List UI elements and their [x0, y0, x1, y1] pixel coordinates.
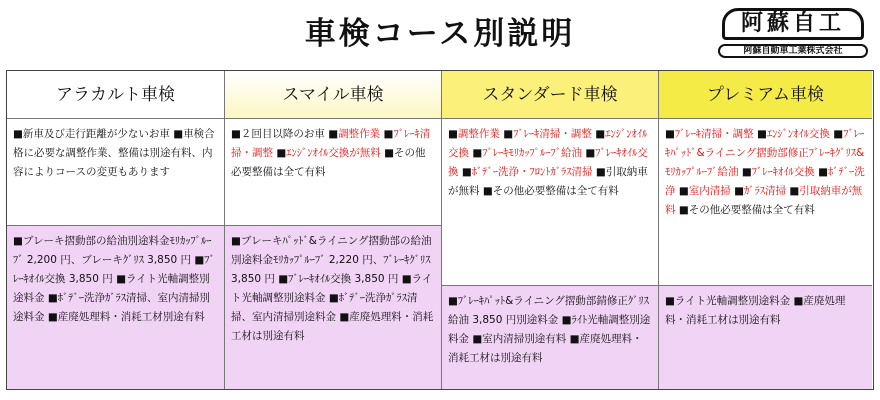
description-text: ■	[675, 185, 689, 197]
description-text: ■	[469, 147, 483, 159]
description-text: ■	[829, 128, 844, 140]
description-text: ■	[591, 128, 606, 140]
description-text: ■	[448, 128, 458, 140]
course-header: スマイル車検	[225, 71, 441, 119]
company-logo	[718, 8, 868, 60]
description-text: ■	[665, 128, 675, 140]
course-column	[224, 71, 441, 389]
logo-mark: 阿蘇自工	[722, 8, 864, 40]
course-table	[6, 70, 874, 390]
description-text: ■	[730, 185, 745, 197]
included-service-text: ﾌﾞﾚｰｷ清掃・調整	[674, 128, 754, 140]
course-description	[7, 119, 224, 225]
included-service-text: ﾌﾞﾚｰｷ清掃・調整	[231, 128, 431, 159]
included-service-text: ﾎﾞﾃﾞｰ洗浄・ﾌﾛﾝﾄｶﾞﾗｽ清掃	[471, 166, 593, 178]
description-text: ■	[499, 128, 514, 140]
included-service-text: ﾎﾞﾃﾞｰ洗浄	[665, 166, 865, 197]
description-text: ■ブレーキ摺動部の給油別途料金ﾓﾘｶｯﾌﾟﾙｰﾌﾞ 2,200 円、ブレーキｸﾞﾘｽ 3,850 円 ■ﾌﾞﾚｰｷｵｲﾙ交換 3,850 円 ■ライト光軸調整別途料金 ■ﾎﾞﾃﾞｰ洗浄ｶﾞﾗｽ清掃、室内清掃別途料金 ■産廃処理料・消耗工材別途有料	[13, 235, 215, 323]
included-service-text: 調整作業	[457, 128, 500, 140]
description-text: ■ブレーキﾊﾟｯﾄﾞ&ライニング摺動部の給油別途料金ﾓﾘｶｯﾌﾟﾙｰﾌﾞ 2,220 円、ﾌﾞﾚｰｷｸﾞﾘｽ 3,850 円 ■ﾌﾞﾚｰｷｵｲﾙ交換 3,850 円 ■ライト光軸調整別途料金 ■ﾎﾞﾃﾞｰ洗浄ｶﾞﾗｽ清掃、室内清掃別途料金 ■産廃処理料・消耗工材は別途有料	[231, 235, 434, 342]
included-service-text: ﾌﾞﾚｰｷｵｲﾙ交換	[448, 147, 648, 178]
included-service-text: ﾌﾞﾚｰｷﾓﾘｶｯﾌﾟﾙｰﾌﾞ給油	[482, 147, 583, 159]
description-text: ■	[753, 128, 767, 140]
description-text: ■その他必要整備は全て有料	[675, 204, 815, 216]
description-text: ■	[786, 185, 800, 197]
page-title: 車検コース別説明	[304, 16, 576, 52]
description-text: ■	[273, 147, 287, 159]
course-header: スタンダード車検	[442, 71, 658, 119]
description-text: ■引取納車が無料 ■その他必要整備は全て有料	[448, 166, 648, 197]
description-text: ■	[582, 147, 596, 159]
course-header: アラカルト車検	[7, 71, 224, 119]
course-description	[442, 119, 658, 285]
included-service-text: ﾌﾞﾚｰｷｵｲﾙ交換	[751, 166, 815, 178]
included-service-text: 室内清掃	[688, 185, 731, 197]
included-service-text: ﾌﾞﾚｰｷﾊﾟｯﾄﾞ&ライニング摺動部修正ﾌﾞﾚｰｷｸﾞﾘｽ&ﾓﾘｶｯﾌﾟﾙｰﾌﾞ給油	[665, 128, 865, 178]
course-column	[658, 71, 872, 389]
course-extra-charges	[7, 225, 224, 389]
included-service-text: 調整作業	[338, 128, 381, 140]
included-service-text: 引取納車が無料	[665, 185, 863, 216]
included-service-text: ﾌﾞﾚｰｷ清掃・調整	[513, 128, 592, 140]
included-service-text: ｴﾝｼﾞﾝｵｲﾙ交換	[766, 128, 830, 140]
description-text: ■	[814, 166, 829, 178]
course-extra-charges	[225, 225, 441, 389]
description-text: ■ライト光軸調整別途料金 ■産廃処理料・消耗工材は別途有料	[665, 295, 846, 326]
included-service-text: ｴﾝｼﾞﾝｵｲﾙ交換	[448, 128, 648, 159]
description-text: ■新車及び走行距離が少ないお車 ■車検合格に必要な調整作業、整備は別途有料、内容によりコースの変更もあります	[13, 128, 215, 178]
logo-company-name: 阿蘇自動車工業株式会社	[718, 44, 868, 58]
course-header: プレミアム車検	[659, 71, 872, 119]
course-extra-charges	[659, 285, 872, 389]
course-column	[7, 71, 224, 389]
included-service-text: ｴﾝｼﾞﾝｵｲﾙ交換が無料	[286, 147, 381, 159]
description-text: ■その他必要整備は全て有料	[231, 147, 426, 178]
course-column	[441, 71, 658, 389]
description-text: ■	[458, 166, 472, 178]
course-extra-charges	[442, 285, 658, 389]
description-text: ■	[380, 128, 394, 140]
included-service-text: ｶﾞﾗｽ清掃	[744, 185, 787, 197]
course-description	[659, 119, 872, 285]
course-description	[225, 119, 441, 225]
description-text: ■２回目以降のお車 ■	[231, 128, 339, 140]
description-text: ■	[738, 166, 752, 178]
description-text: ■ﾌﾞﾚｰｷﾊﾟｯﾄ&ライニング摺動部錆修正ｸﾞﾘｽ給油 3,850 円別途料金 ■ﾗｲﾄ光軸調整別途料金 ■室内清掃別途有料 ■産廃処理料・消耗工材は別途有料	[448, 295, 651, 364]
